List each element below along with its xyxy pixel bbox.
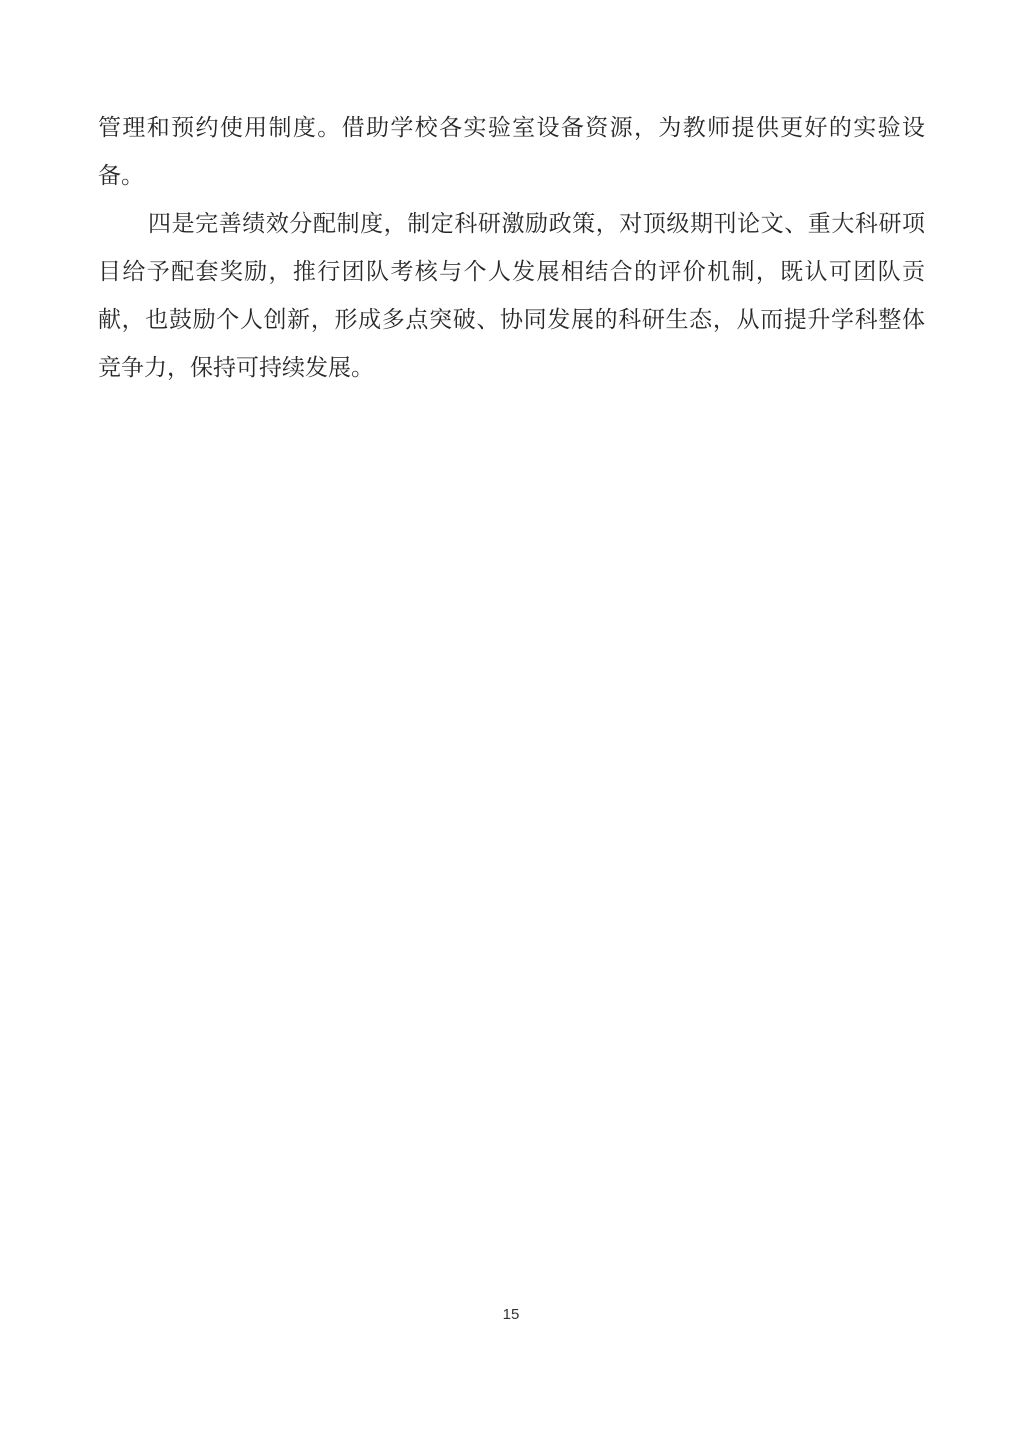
- text-line: 竞争力，保持可持续发展。: [98, 355, 374, 380]
- body-text: [98, 104, 925, 392]
- page-number: 15: [502, 1306, 520, 1323]
- text-line: 管理和预约使用制度。借助学校各实验室设备资源，为教师提供更好的实验设: [98, 115, 925, 140]
- text-line-paragraph-start: 四是完善绩效分配制度，制定科研激励政策，对顶级期刊论文、重大科研项: [148, 211, 925, 236]
- text-line: 献，也鼓励个人创新，形成多点突破、协同发展的科研生态，从而提升学科整体: [98, 307, 925, 332]
- text-line: 备。: [98, 163, 144, 188]
- text-line: 目给予配套奖励，推行团队考核与个人发展相结合的评价机制，既认可团队贡: [98, 259, 925, 284]
